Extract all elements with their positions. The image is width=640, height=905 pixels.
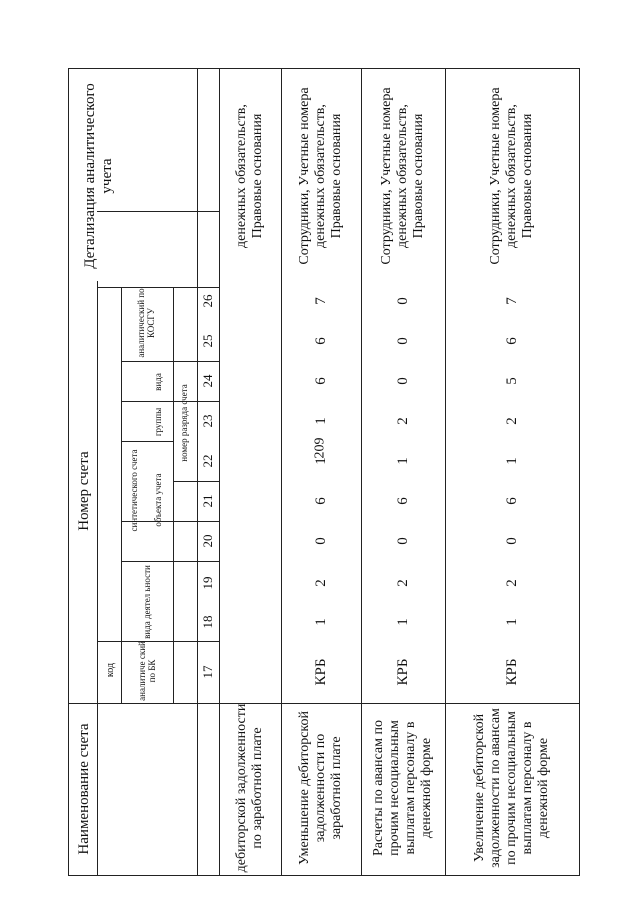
row-3-detail: Сотрудники, Учетные номера денежных обязательств, Правовые основания	[488, 87, 535, 265]
col-num: 24	[200, 374, 215, 388]
row-2-detail: Сотрудники, Учетные номера денежных обязательств, Правовые основания	[379, 87, 426, 265]
header-digit-number: номер разряда счета	[179, 384, 190, 462]
grid-line	[97, 281, 98, 875]
row-1-cell: КРБ	[312, 658, 329, 686]
col-num: 26	[200, 294, 215, 308]
row-1-cell: 1	[312, 618, 329, 626]
header-synthetic: синтетического счета	[129, 449, 140, 532]
row-2-cell: 0	[394, 297, 411, 305]
header-detailing: Детализация аналитического учета	[82, 83, 115, 269]
col-num: 19	[200, 576, 215, 590]
row-3-cell: 2	[503, 579, 520, 587]
row-2-cell: 2	[394, 417, 411, 425]
row-2-cell: 0	[394, 337, 411, 345]
header-account-object: объекта учета	[153, 473, 164, 527]
row-0-name: дебиторской задолженности по заработной плате	[234, 703, 265, 873]
header-analytic-bk: аналитиче ский по БК	[137, 641, 157, 701]
row-3-cell: 1	[503, 618, 520, 626]
row-3-cell: 7	[503, 297, 520, 305]
row-3-cell: КРБ	[503, 658, 520, 686]
row-1-cell: 1	[312, 457, 329, 465]
page-number: 209	[312, 437, 327, 459]
row-2-cell: 6	[394, 497, 411, 505]
row-1-cell: 6	[312, 337, 329, 345]
header-kind: вида	[153, 373, 164, 391]
row-2-name: Расчеты по авансам по прочим несоциальным выплатам персоналу в денежной форме	[371, 720, 434, 857]
row-1-cell: 1	[312, 417, 329, 425]
header-group: группы	[153, 407, 164, 437]
header-activity-type: вида деятел ьности	[142, 565, 153, 639]
row-2-cell: 1	[394, 457, 411, 465]
header-account-number: Номер счета	[75, 451, 92, 531]
row-3-cell: 2	[503, 417, 520, 425]
col-num: 18	[200, 615, 215, 629]
col-num: 21	[200, 494, 215, 508]
row-3-name: Увеличение дебиторской задолженности по авансам по прочим несоциальным выплатам персоналу в денежной форме	[472, 708, 551, 868]
row-1-cell: 2	[312, 579, 329, 587]
row-2-cell: 0	[394, 537, 411, 545]
row-0-detail: денежных обязательств, Правовые основания	[234, 104, 265, 248]
row-1-cell: 0	[312, 537, 329, 545]
grid-line	[121, 561, 219, 562]
header-analytic-kosgu: аналитический по КОСГУ	[136, 288, 156, 358]
row-2-cell: 2	[394, 579, 411, 587]
row-2-cell: КРБ	[394, 658, 411, 686]
grid-line	[121, 287, 122, 703]
header-code: код	[104, 662, 116, 678]
col-num: 20	[200, 534, 215, 548]
row-3-cell: 1	[503, 457, 520, 465]
row-2-cell: 1	[394, 618, 411, 626]
header-account-name: Наименование счета	[75, 723, 92, 855]
row-3-cell: 0	[503, 537, 520, 545]
row-3-cell: 6	[503, 337, 520, 345]
grid-line	[173, 287, 174, 703]
row-3-cell: 5	[503, 377, 520, 385]
row-3-cell: 6	[503, 497, 520, 505]
row-1-cell: 6	[312, 377, 329, 385]
col-num: 25	[200, 334, 215, 348]
accounts-table	[68, 68, 580, 876]
row-1-detail: Сотрудники, Учетные номера денежных обязательств, Правовые основания	[297, 87, 344, 265]
col-num: 17	[200, 665, 215, 679]
row-1-cell: 7	[312, 297, 329, 305]
col-num: 22	[200, 454, 215, 468]
col-num: 23	[200, 414, 215, 428]
row-1-cell: 6	[312, 497, 329, 505]
row-2-cell: 0	[394, 377, 411, 385]
row-1-name: Уменьшение дебиторской задолженности по заработной плате	[297, 711, 344, 866]
